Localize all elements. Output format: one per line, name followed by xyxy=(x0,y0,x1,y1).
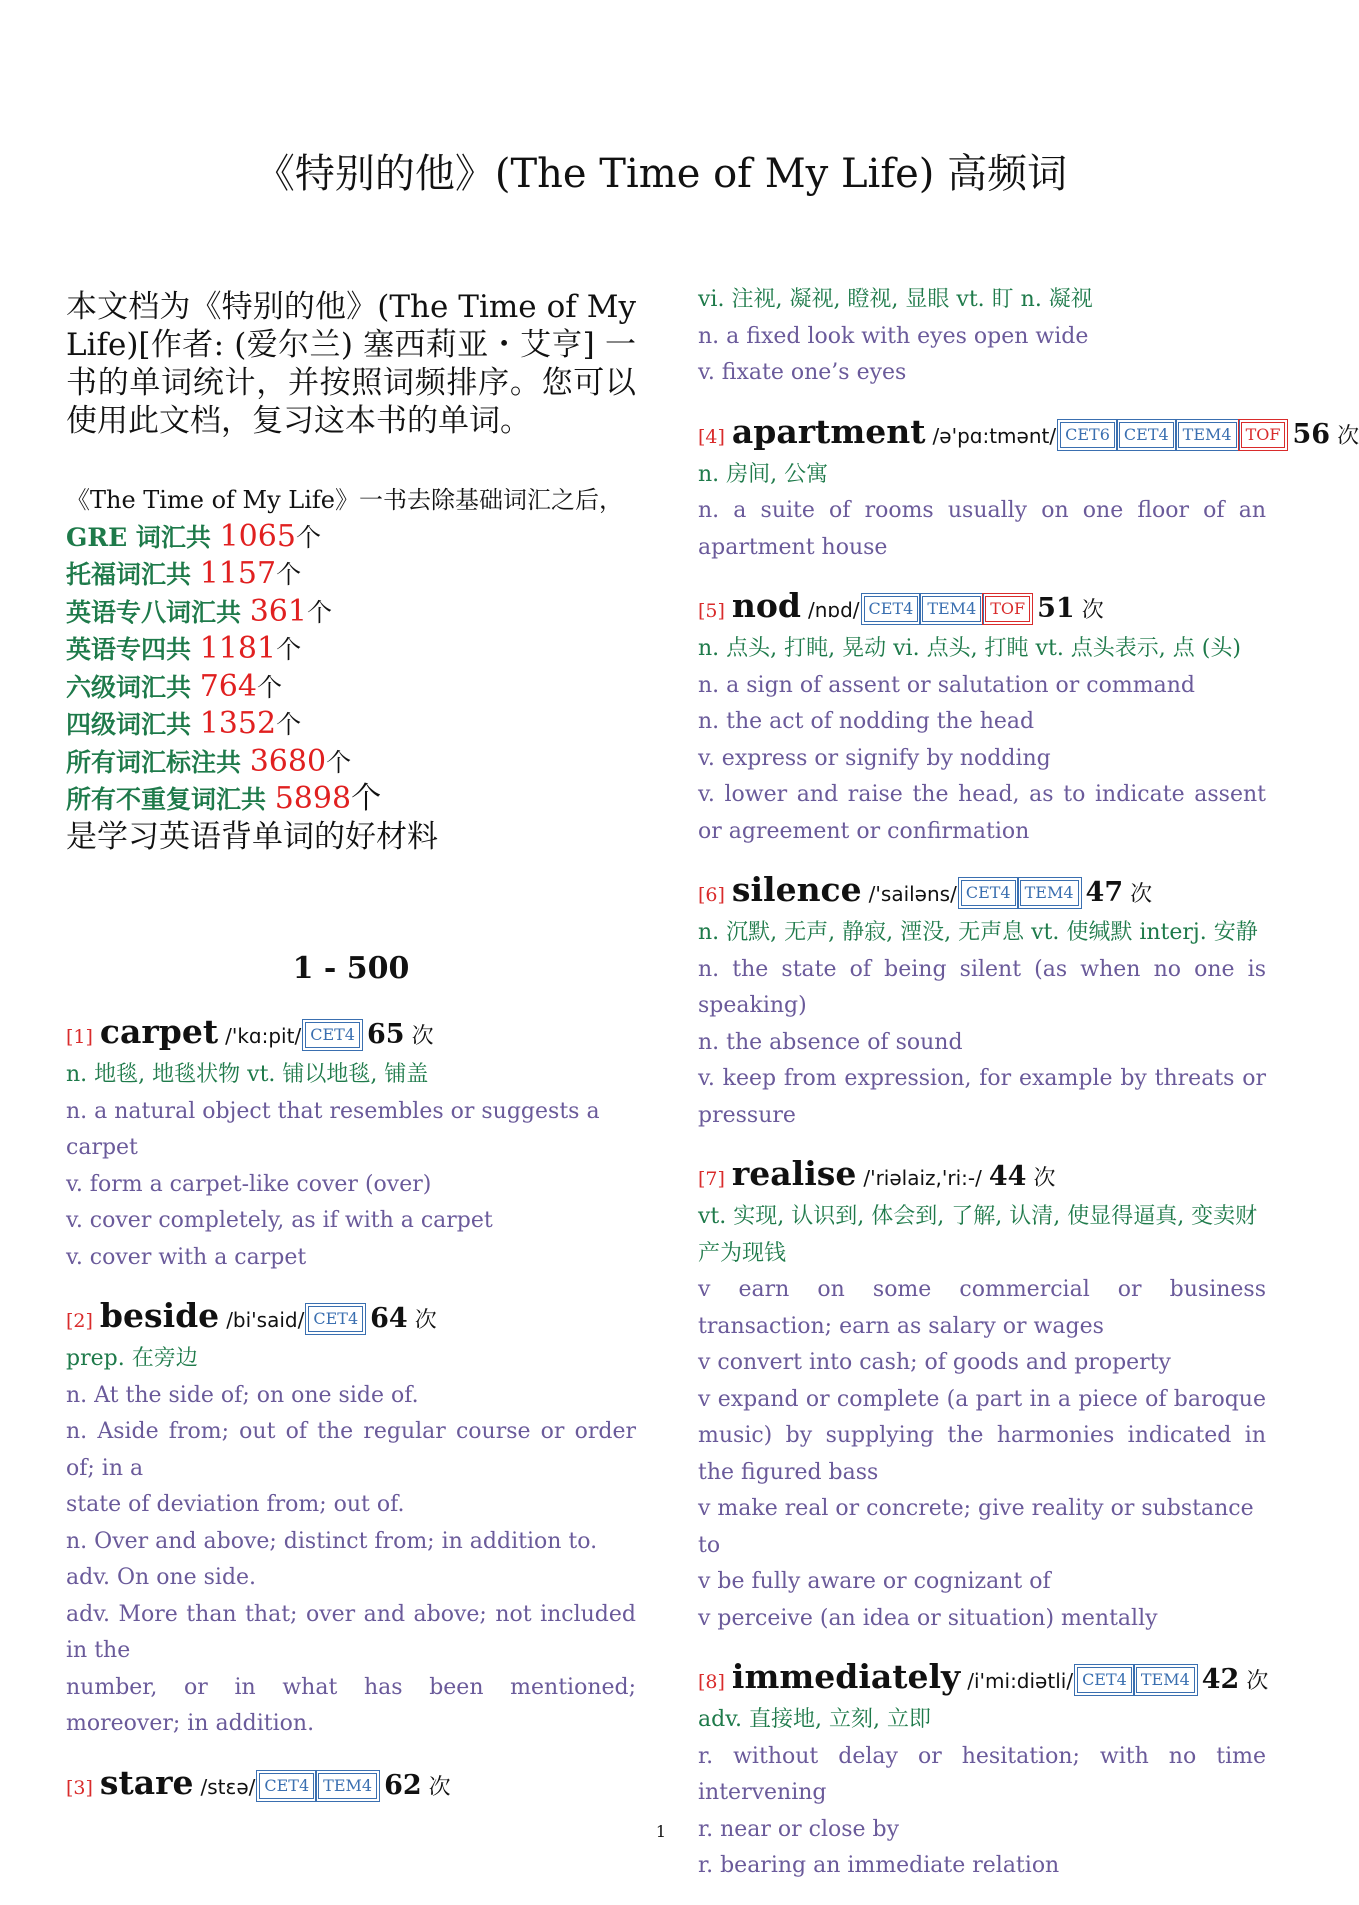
stat-number: 1157 xyxy=(199,556,277,591)
entry-word: beside xyxy=(99,1296,220,1335)
frequency-unit: 次 xyxy=(414,1308,437,1333)
stat-line xyxy=(66,556,636,594)
chinese-definition: n. 点头, 打盹, 晃动 vi. 点头, 打盹 vt. 点头表示, 点 (头) xyxy=(698,636,1241,661)
word-entry xyxy=(698,411,1359,567)
entry-phonetic: /'sailəns/ xyxy=(868,882,957,906)
stat-line xyxy=(66,706,636,744)
stats-lead: 《The Time of My Life》一书去除基础词汇之后， xyxy=(66,486,623,514)
frequency-unit: 次 xyxy=(1130,882,1153,907)
stat-unit: 个 xyxy=(295,522,321,552)
intro-paragraph: 本文档为《特别的他》(The Time of My Life)[作者: (爱尔兰) 塞西莉亚・艾亨] 一书的单词统计，并按照词频排序。您可以使用此文档，复习这本书的单词。 xyxy=(66,289,636,439)
left-column xyxy=(66,288,636,1828)
stats-closing: 是学习英语背单词的好材料 xyxy=(66,818,438,855)
stat-label: 托福词汇共 xyxy=(66,560,200,589)
word-entry xyxy=(698,870,1266,1134)
chinese-definition: n. 房间, 公寓 xyxy=(698,461,829,487)
exam-tag-badge: TOF xyxy=(1241,422,1286,448)
frequency-unit: 次 xyxy=(1033,1166,1056,1191)
stat-label: 四级词汇共 xyxy=(66,710,200,739)
english-definition: n. a sign of assent or salutation or command xyxy=(698,672,1195,698)
stat-label: 英语专八词汇共 xyxy=(66,597,250,627)
stat-unit: 个 xyxy=(306,597,332,627)
frequency-unit: 次 xyxy=(428,1774,451,1800)
english-definition: number, or in what has been mentioned; moreover; in addition. xyxy=(66,1674,636,1736)
exam-tag-badge: CET4 xyxy=(305,1022,360,1048)
english-definition: n. the act of nodding the head xyxy=(698,709,1035,734)
chinese-definition: adv. 直接地, 立刻, 立即 xyxy=(698,1707,931,1732)
entry-index: [5] xyxy=(698,600,725,622)
entry-frequency: 62 xyxy=(384,1769,422,1801)
stat-number: 1065 xyxy=(219,518,296,554)
english-definition: v. express or signify by nodding xyxy=(698,745,1051,771)
english-definition: v. fixate one’s eyes xyxy=(698,360,907,385)
stat-label: 所有词汇标注共 xyxy=(66,747,250,777)
entry-frequency: 65 xyxy=(366,1019,405,1050)
entry-index: [2] xyxy=(66,1310,93,1332)
stat-unit: 个 xyxy=(351,781,382,816)
english-definition: v convert into cash; of goods and property xyxy=(698,1350,1171,1375)
entry-phonetic: /ə'pɑ:tmənt/ xyxy=(932,423,1057,448)
entry-index: [8] xyxy=(698,1671,725,1693)
english-definition: r. without delay or hesitation; with no time intervening xyxy=(698,1743,1266,1805)
entry-word: silence xyxy=(731,870,862,909)
word-entry xyxy=(698,282,1266,392)
word-entry xyxy=(698,586,1266,850)
entry-word: nod xyxy=(731,586,801,625)
range-heading: 1 - 500 xyxy=(292,951,410,986)
entry-frequency: 56 xyxy=(1292,418,1331,450)
english-definition: v make real or concrete; give reality or substance to xyxy=(698,1496,1254,1558)
stat-number: 5898 xyxy=(274,781,352,816)
entry-header xyxy=(66,1012,636,1057)
entry-word: realise xyxy=(731,1154,857,1193)
english-definition: v. cover with a carpet xyxy=(66,1244,307,1270)
stat-unit: 个 xyxy=(276,635,302,664)
entry-word: carpet xyxy=(99,1012,219,1051)
stat-unit: 个 xyxy=(276,710,302,739)
stat-number: 361 xyxy=(249,593,307,629)
english-definition: n. a natural object that resembles or suggests a carpet xyxy=(66,1098,600,1160)
entry-frequency: 47 xyxy=(1085,877,1124,908)
entry-index: [7] xyxy=(698,1168,725,1190)
stat-number: 764 xyxy=(199,668,257,704)
stat-line xyxy=(66,631,636,669)
english-definition: r. bearing an immediate relation xyxy=(698,1853,1060,1878)
stat-unit: 个 xyxy=(326,747,352,777)
entry-header xyxy=(698,870,1266,915)
entry-frequency: 64 xyxy=(370,1303,408,1334)
english-definition: v be fully aware or cognizant of xyxy=(698,1569,1051,1594)
exam-tag-badge: TEM4 xyxy=(1178,422,1237,448)
entry-index: [4] xyxy=(698,425,725,448)
entry-index: [3] xyxy=(66,1776,93,1799)
exam-tag-badge: CET6 xyxy=(1060,422,1115,448)
entry-header xyxy=(66,1763,636,1808)
english-definition: n. the state of being silent (as when no one is speaking) xyxy=(698,956,1266,1018)
english-definition: adv. More than that; over and above; not included in the xyxy=(66,1601,636,1663)
entry-word: immediately xyxy=(731,1657,961,1696)
english-definition: v earn on some commercial or business transaction; earn as salary or wages xyxy=(698,1277,1266,1339)
exam-tag-badge: TEM4 xyxy=(1020,880,1079,906)
english-definition: n. the absence of sound xyxy=(698,1029,963,1055)
stat-label: 六级词汇共 xyxy=(66,672,200,702)
chinese-definition: vi. 注视, 凝视, 瞪视, 显眼 vt. 盯 n. 凝视 xyxy=(698,287,1093,312)
entry-phonetic: /'riəlaiz,'ri:-/ xyxy=(863,1166,982,1190)
entry-index: [1] xyxy=(66,1026,93,1048)
english-definition: v expand or complete (a part in a piece of baroque music) by supplying the harmonies indicated in the figured bass xyxy=(698,1386,1266,1485)
english-definition: state of deviation from; out of. xyxy=(66,1492,405,1517)
entry-frequency: 44 xyxy=(988,1161,1027,1192)
chinese-definition: n. 地毯, 地毯状物 vt. 铺以地毯, 铺盖 xyxy=(66,1062,429,1087)
exam-tag-badge: CET4 xyxy=(864,596,919,622)
exam-tag-badge: CET4 xyxy=(259,1773,314,1799)
stat-label: 所有不重复词汇共 xyxy=(66,785,275,814)
english-definition: v. keep from expression, for example by threats or pressure xyxy=(698,1066,1266,1128)
entry-index: [6] xyxy=(698,884,725,906)
entry-frequency: 51 xyxy=(1037,593,1075,624)
english-definition: v. cover completely, as if with a carpet xyxy=(66,1208,493,1233)
exam-tag-badge: CET4 xyxy=(1119,422,1174,448)
exam-tag-badge: TEM4 xyxy=(318,1773,377,1799)
chinese-definition: prep. 在旁边 xyxy=(66,1346,198,1371)
stat-unit: 个 xyxy=(256,672,282,702)
chinese-definition: n. 沉默, 无声, 静寂, 湮没, 无声息 vt. 使缄默 interj. 安静 xyxy=(698,920,1258,945)
word-entry xyxy=(66,1296,636,1743)
stat-number: 1181 xyxy=(199,631,277,666)
english-definition: v. lower and raise the head, as to indicate assent or agreement or confirmation xyxy=(698,782,1266,844)
entry-header xyxy=(698,586,1266,631)
stat-number: 3680 xyxy=(249,743,327,779)
entry-header xyxy=(698,1657,1269,1702)
english-definition: n. Over and above; distinct from; in addition to. xyxy=(66,1528,598,1554)
entry-phonetic: /bi'said/ xyxy=(226,1308,305,1332)
english-definition: r. near or close by xyxy=(698,1816,900,1842)
document-title: 《特别的他》(The Time of My Life) 高频词 xyxy=(254,151,1068,197)
frequency-unit: 次 xyxy=(1081,598,1104,623)
entry-word: apartment xyxy=(731,411,926,451)
stat-label: 英语专四共 xyxy=(66,635,200,664)
frequency-unit: 次 xyxy=(1337,423,1359,449)
english-definition: adv. On one side. xyxy=(66,1565,257,1590)
word-entry xyxy=(66,1763,636,1808)
entry-header xyxy=(698,1154,1266,1199)
stats-block xyxy=(66,482,636,855)
english-definition: n. a fixed look with eyes open wide xyxy=(698,323,1089,349)
stat-number: 1352 xyxy=(199,706,277,741)
entry-header xyxy=(66,1296,636,1341)
english-definition: v. form a carpet-like cover (over) xyxy=(66,1171,432,1197)
entry-frequency: 42 xyxy=(1201,1664,1240,1695)
frequency-unit: 次 xyxy=(411,1024,434,1049)
frequency-unit: 次 xyxy=(1246,1669,1269,1694)
entry-header xyxy=(698,411,1359,457)
stat-line xyxy=(66,594,636,632)
entry-word: stare xyxy=(99,1762,194,1802)
exam-tag-badge: CET4 xyxy=(1077,1667,1132,1693)
stat-line xyxy=(66,781,636,819)
english-definition: n. Aside from; out of the regular course or order of; in a xyxy=(66,1419,636,1481)
exam-tag-badge: CET4 xyxy=(961,880,1016,906)
chinese-definition: vt. 实现, 认识到, 体会到, 了解, 认清, 使显得逼真, 变卖财产为现钱 xyxy=(698,1204,1258,1266)
stat-unit: 个 xyxy=(276,560,302,589)
page-number: 1 xyxy=(655,1822,667,1841)
stat-line xyxy=(66,744,636,782)
stat-line xyxy=(66,519,636,557)
entry-phonetic: /i'mi:diətli/ xyxy=(967,1669,1074,1693)
exam-tag-badge: TOF xyxy=(985,596,1030,622)
entry-phonetic: /nɒd/ xyxy=(808,598,860,622)
exam-tag-badge: TEM4 xyxy=(1136,1667,1195,1693)
entry-phonetic: /stɛə/ xyxy=(200,1774,256,1799)
english-definition: n. a suite of rooms usually on one floor of an apartment house xyxy=(698,498,1266,560)
stat-label: GRE 词汇共 xyxy=(66,522,220,552)
right-column xyxy=(698,287,1359,1905)
entry-phonetic: /'kɑ:pit/ xyxy=(225,1024,302,1048)
exam-tag-badge: CET4 xyxy=(308,1306,363,1332)
english-definition: v perceive (an idea or situation) mentally xyxy=(698,1605,1158,1631)
word-entry xyxy=(66,1012,636,1276)
exam-tag-badge: TEM4 xyxy=(922,596,981,622)
word-entry xyxy=(698,1154,1266,1637)
english-definition: n. At the side of; on one side of. xyxy=(66,1382,419,1408)
word-entry xyxy=(698,1657,1269,1885)
stat-line xyxy=(66,669,636,707)
